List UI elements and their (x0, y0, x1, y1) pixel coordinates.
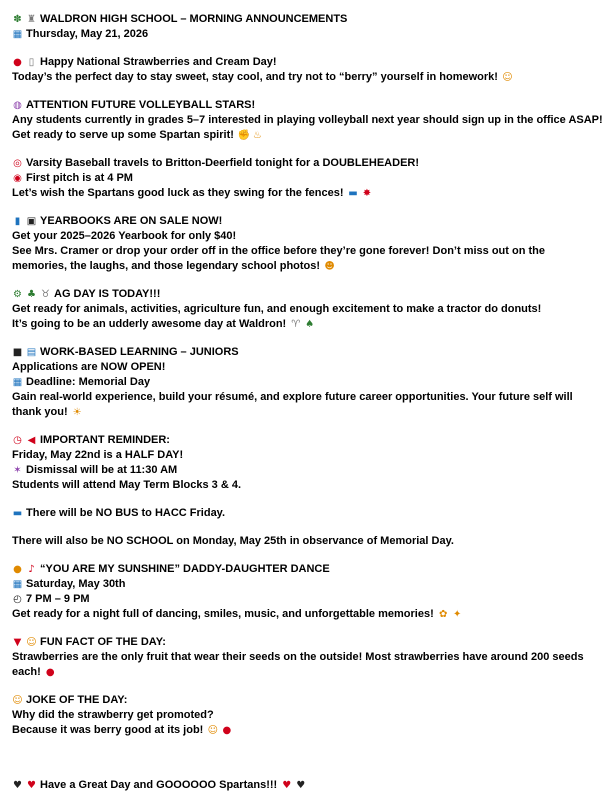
announcement-date: Thursday, May 21, 2026 (26, 28, 149, 40)
book-icon: ▮ (14, 216, 21, 227)
no-school-section (12, 534, 602, 549)
work-based-learning-section (12, 345, 602, 420)
fun-fact-text: Strawberries are the only fruit that wear their seeds on the outside! Most strawberries have around 200 seeds each! (12, 651, 584, 678)
fun-fact-section (12, 635, 602, 680)
flexed-arm-icon: ✊ (237, 130, 251, 141)
corn-icon: ♠ (305, 319, 315, 330)
ag-day-heading: AG DAY IS TODAY!!! (54, 288, 161, 300)
closing-text: Have a Great Day and GOOOOOO Spartans!!! (40, 779, 278, 791)
fire-icon: ♨ (252, 130, 262, 141)
wbl-text-1: Applications are NOW OPEN! (12, 361, 166, 373)
red-heart-icon: ♥ (282, 780, 292, 791)
tongue-face-icon: ☺ (207, 725, 219, 736)
burst-icon: ✸ (362, 188, 372, 199)
strawberry-text: Today’s the perfect day to stay sweet, stay cool, and try not to “berry” yourself in homework! (12, 71, 498, 83)
sparkles-icon: ✦ (453, 609, 462, 620)
bus-icon: ▬ (12, 508, 23, 519)
calendar-icon: ▦ (12, 29, 23, 40)
volleyball-icon: ◍ (13, 100, 22, 111)
joke-heading: JOKE OF THE DAY: (26, 694, 128, 706)
wbl-text-2: Deadline: Memorial Day (26, 376, 151, 388)
nerd-face-icon: ☺ (26, 637, 37, 648)
dance-text-1: Saturday, May 30th (26, 578, 126, 590)
strawberry-icon: ● (222, 725, 232, 736)
volleyball-text-1: Any students currently in grades 5–7 interested in playing volleyball next year should sign up in the office ASAP! (12, 114, 603, 126)
ag-day-text-1: Get ready for animals, activities, agriculture fun, and enough excitement to make a tractor do donuts! (12, 303, 542, 315)
school-mascot-icon: ♜ (27, 14, 36, 25)
briefcase-icon: ■ (12, 347, 23, 358)
party-popper-icon: ✶ (13, 465, 22, 476)
camera-icon: ▣ (26, 216, 37, 227)
header-section (12, 12, 602, 42)
grinning-face-icon: ☺ (502, 72, 513, 83)
baseball-text-1: Varsity Baseball travels to Britton-Deerfield tonight for a DOUBLEHEADER! (26, 157, 420, 169)
yearbook-heading: YEARBOOKS ARE ON SALE NOW! (40, 215, 223, 227)
baseball-section (12, 156, 602, 201)
megaphone-icon: ◀ (27, 435, 36, 446)
reminder-text-1: Friday, May 22nd is a HALF DAY! (12, 449, 184, 461)
calendar-icon: ▦ (12, 377, 23, 388)
drink-icon: ▼ (13, 637, 22, 648)
yearbook-section (12, 214, 602, 274)
laughing-face-icon: ☺ (12, 695, 23, 706)
dance-section (12, 562, 602, 622)
closing-section (12, 778, 602, 793)
strawberry-icon: ● (45, 667, 55, 678)
alarm-clock-icon: ◷ (13, 435, 22, 446)
reminder-section (12, 433, 602, 493)
fun-fact-heading: FUN FACT OF THE DAY: (40, 636, 166, 648)
announcements-document (12, 12, 602, 793)
baseball-icon: ◎ (13, 158, 22, 169)
black-heart-icon: ♥ (296, 780, 306, 791)
bus-section (12, 506, 602, 521)
yearbook-text-1: Get your 2025–2026 Yearbook for only $40! (12, 230, 237, 242)
joke-text-1: Why did the strawberry get promoted? (12, 709, 214, 721)
volleyball-heading: ATTENTION FUTURE VOLLEYBALL STARS! (26, 99, 256, 111)
calendar-icon: ▦ (12, 579, 23, 590)
baseball-text-3: Let’s wish the Spartans good luck as they swing for the fences! (12, 187, 344, 199)
wbl-heading: WORK-BASED LEARNING – JUNIORS (40, 346, 239, 358)
strawberry-heading: Happy National Strawberries and Cream Day! (40, 56, 277, 68)
dance-text-2: 7 PM – 9 PM (26, 593, 90, 605)
reminder-heading: IMPORTANT REMINDER: (40, 434, 170, 446)
yearbook-text-2: See Mrs. Cramer or drop your order off in the office before they’re gone forever! Don’t miss out on the memories, the laughs, and those legendary school photos! (12, 245, 545, 272)
ag-day-section (12, 287, 602, 332)
bus-text: There will be NO BUS to HACC Friday. (26, 507, 226, 519)
sun-icon: ☀ (72, 407, 82, 418)
clock-icon: ◴ (13, 594, 22, 605)
ag-day-text-2: It’s going to be an udderly awesome day at Waldron! (12, 318, 287, 330)
no-school-text: There will also be NO SCHOOL on Monday, May 25th in observance of Memorial Day. (12, 535, 454, 547)
black-heart-icon: ♥ (13, 780, 22, 791)
reminder-text-3: Students will attend May Term Blocks 3 & 4. (12, 479, 242, 491)
joke-section (12, 693, 602, 738)
palm-tree-icon: ✽ (13, 14, 22, 25)
sun-face-icon: ● (13, 564, 22, 575)
page-title: WALDRON HIGH SCHOOL – MORNING ANNOUNCEMENTS (40, 13, 348, 25)
tractor-icon: ⚙ (13, 289, 22, 300)
bus-icon: ▬ (348, 188, 358, 199)
strawberry-day-section (12, 55, 602, 85)
milk-cup-icon: ▯ (28, 57, 35, 68)
baseball-text-2: First pitch is at 4 PM (26, 172, 133, 184)
volleyball-section (12, 98, 602, 143)
reminder-text-2: Dismissal will be at 11:30 AM (26, 464, 178, 476)
strawberry-icon: ● (13, 57, 22, 68)
dance-heading: “YOU ARE MY SUNSHINE” DADDY-DAUGHTER DANCE (40, 563, 330, 575)
cow-icon: ♉ (41, 289, 50, 300)
goat-icon: ♈ (291, 319, 301, 330)
books-icon: ▤ (26, 347, 37, 358)
joke-text-2: Because it was berry good at its job! (12, 724, 204, 736)
dancer-icon: ♪ (28, 564, 35, 575)
sunflower-icon: ✿ (439, 609, 448, 620)
wbl-text-3: Gain real-world experience, build your résumé, and explore future career opportunities. Your future self will thank you! (12, 391, 573, 418)
plant-icon: ♣ (27, 289, 36, 300)
sunglasses-face-icon: ☻ (324, 261, 335, 272)
volleyball-text-2: Get ready to serve up some Spartan spirit! (12, 129, 234, 141)
red-heart-icon: ♥ (27, 780, 36, 791)
target-icon: ◉ (13, 173, 22, 184)
dance-text-3: Get ready for a night full of dancing, smiles, music, and unforgettable memories! (12, 608, 434, 620)
